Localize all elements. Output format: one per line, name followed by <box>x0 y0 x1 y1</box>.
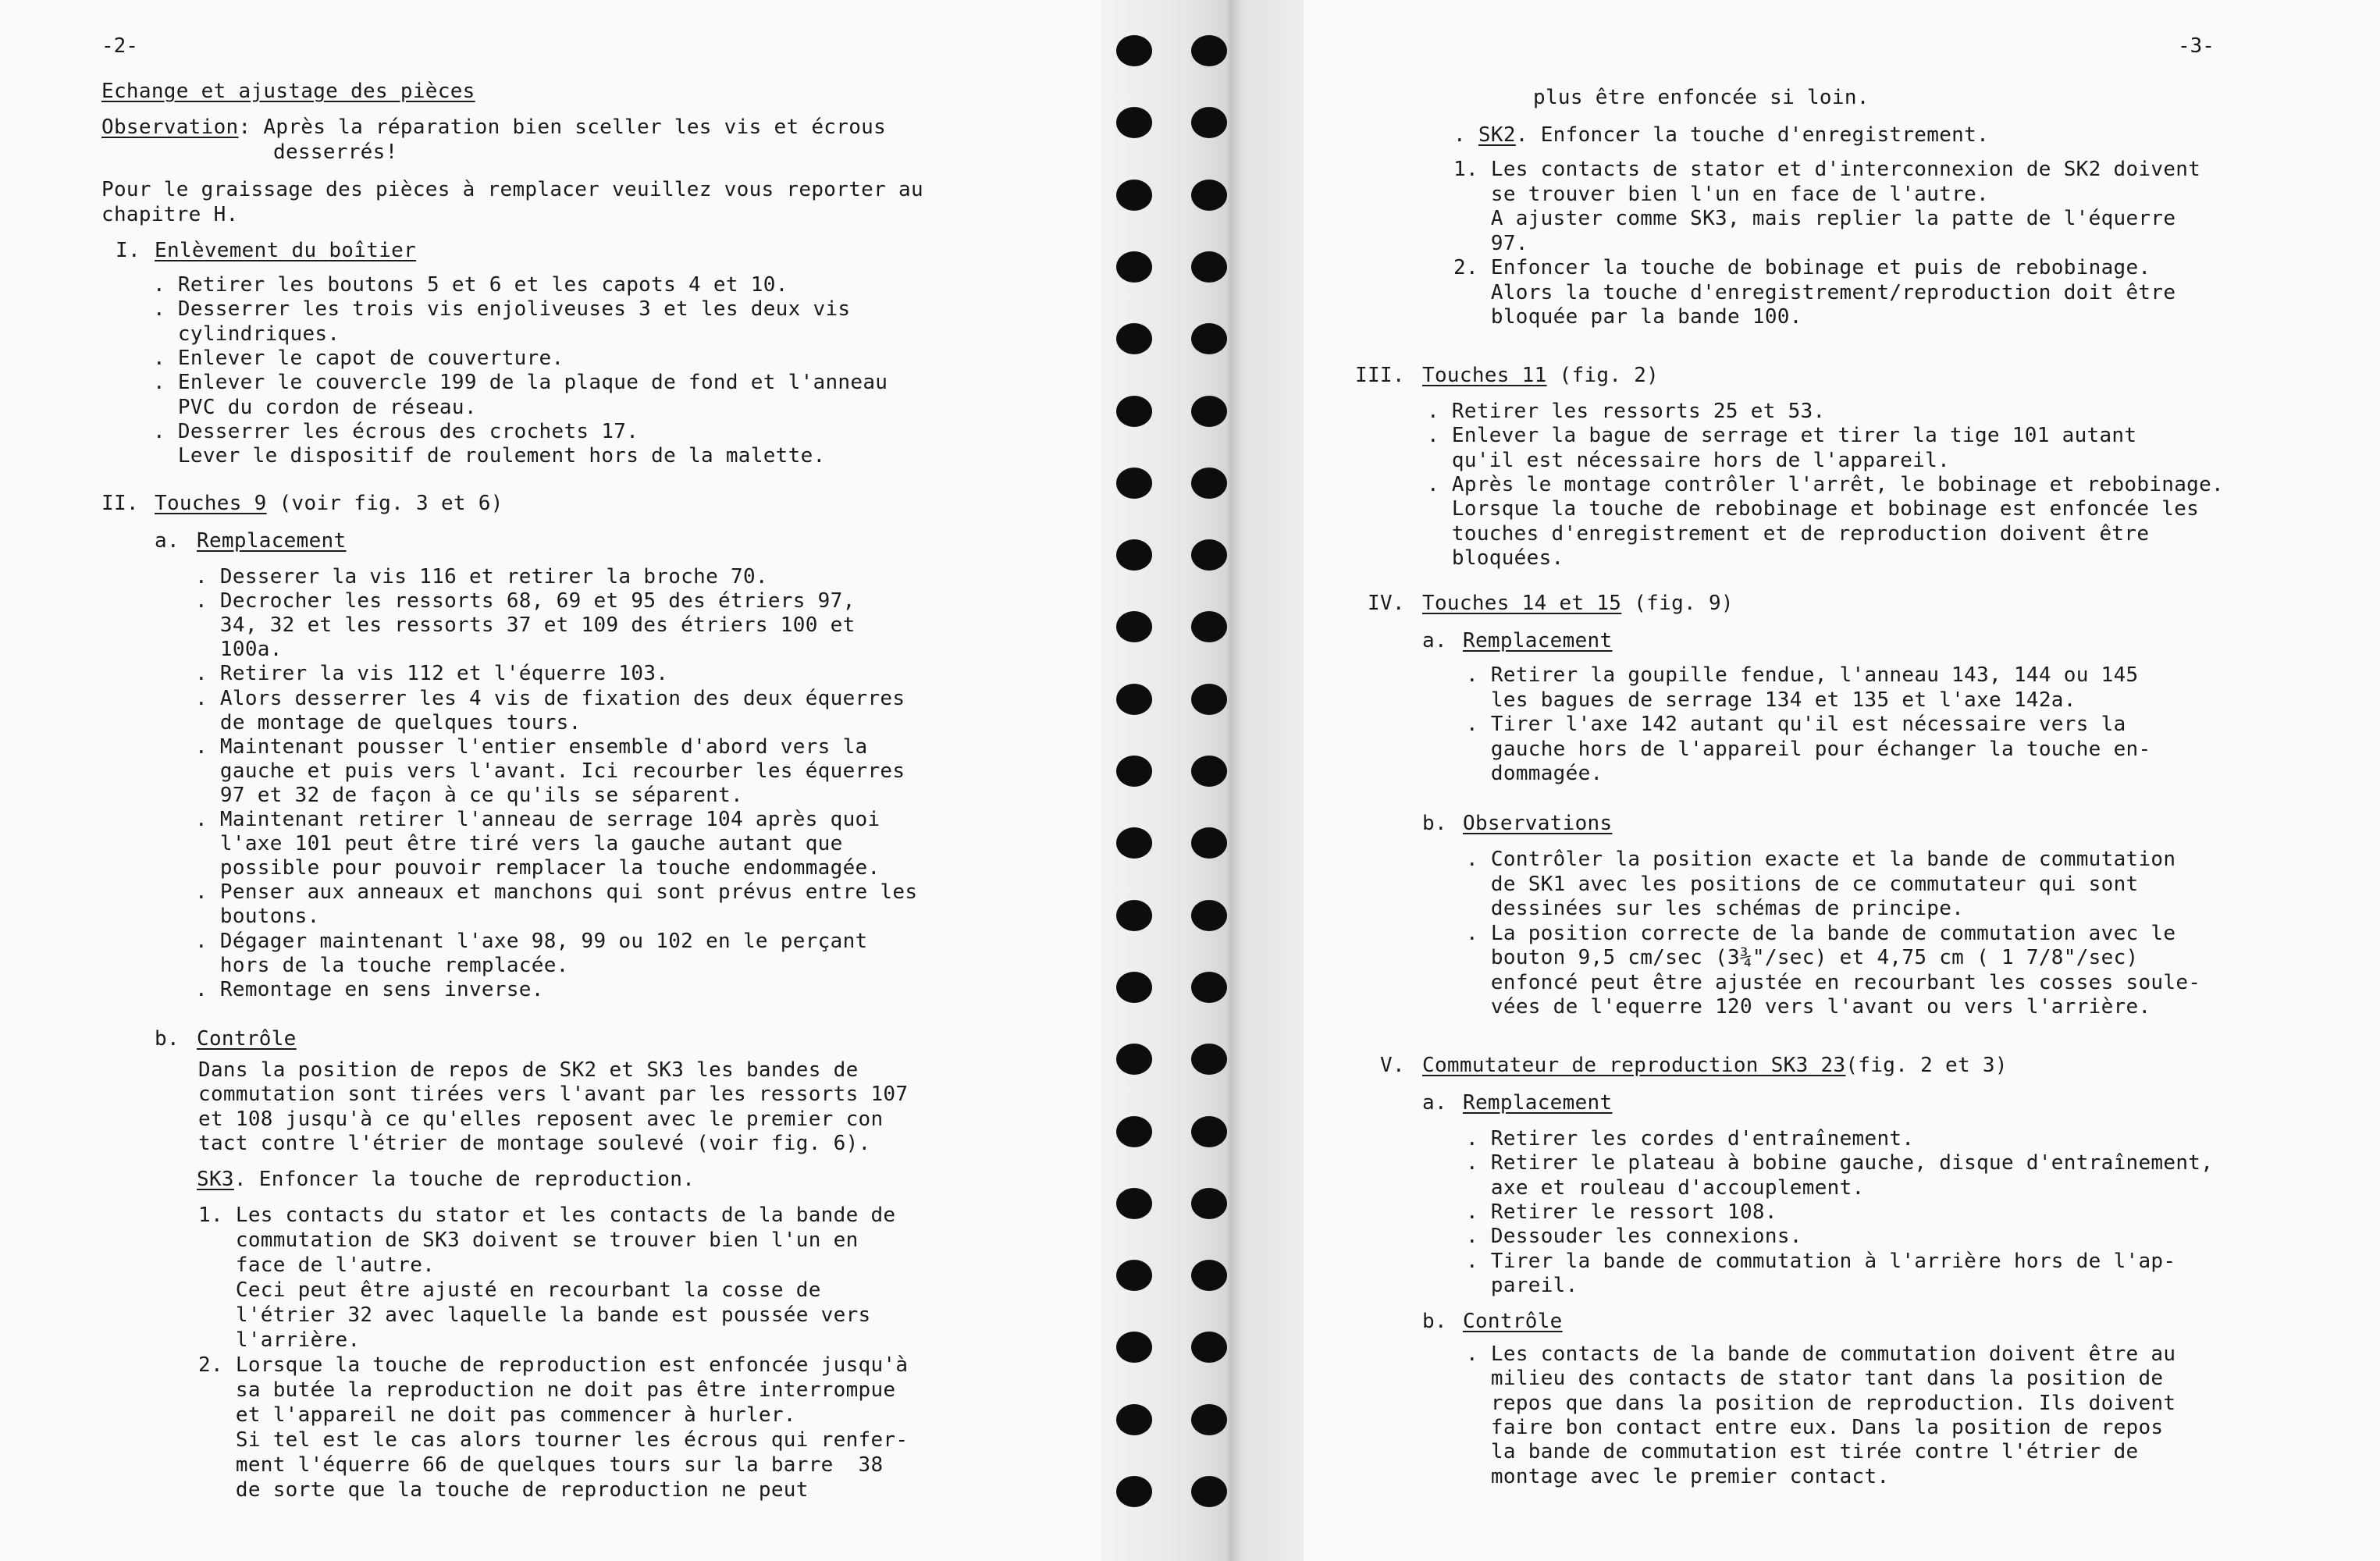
section-4-heading <box>1422 592 1734 615</box>
text-line: 100a. <box>195 638 283 662</box>
text-line: se trouver bien l'un en face de l'autre. <box>1453 182 1989 206</box>
text-line: et 108 jusqu'à ce qu'elles reposent avec le premier con <box>198 1107 884 1131</box>
section-4b-title: Observations <box>1463 812 1613 835</box>
observation-label: Observation <box>101 116 239 139</box>
binding-hole <box>1191 684 1227 715</box>
binding-hole <box>1191 1044 1227 1075</box>
text-line: de montage de quelques tours. <box>195 710 582 734</box>
binding-hole <box>1191 323 1227 354</box>
binding-hole <box>1116 900 1152 931</box>
text-line: . Desserer la vis 116 et retirer la broche 70. <box>195 565 768 588</box>
page-title: Echange et ajustage des pièces <box>101 80 475 103</box>
section-2b-title: Contrôle <box>197 1027 297 1051</box>
sk3-heading <box>197 1168 695 1191</box>
text-line: . Penser aux anneaux et manchons qui sont prévus entre les <box>195 880 918 905</box>
text-line: . Dessouder les connexions. <box>1466 1225 1802 1249</box>
binding-hole <box>1191 1260 1227 1291</box>
text-line: milieu des contacts de stator tant dans la position de <box>1466 1367 2164 1391</box>
text-line: pareil. <box>1466 1273 1578 1297</box>
section-5a-title: Remplacement <box>1463 1091 1613 1115</box>
binding-hole <box>1116 684 1152 715</box>
section-3-heading <box>1422 364 1659 387</box>
text-line: de sorte que la touche de reproduction ne peut <box>198 1478 809 1502</box>
section-3-number: III. <box>1355 364 1405 387</box>
observation-text-2: desserrés! <box>273 140 398 164</box>
section-2b-letter: b. <box>155 1027 180 1051</box>
text-line: 2. Lorsque la touche de reproduction est enfoncée jusqu'à <box>198 1353 909 1377</box>
sk2-prefix: . <box>1453 123 1478 147</box>
text-line: gauche hors de l'appareil pour échanger la touche en- <box>1466 737 2151 761</box>
observation-text: : Après la réparation bien sceller les vis et écrous <box>238 116 887 139</box>
sk2-label: SK2 <box>1478 123 1516 147</box>
section-3-title: Touches 11 <box>1422 364 1547 387</box>
binding-hole <box>1191 972 1227 1003</box>
text-line: l'étrier 32 avec laquelle la bande est poussée vers <box>198 1303 871 1327</box>
text-line: . Desserrer les écrous des crochets 17. <box>153 419 639 443</box>
sk3-text: . Enfoncer la touche de reproduction. <box>233 1168 696 1191</box>
text-line: 34, 32 et les ressorts 37 et 109 des étriers 100 et <box>195 613 856 638</box>
text-line: . Contrôler la position exacte et la bande de commutation <box>1466 848 2176 871</box>
text-line: bouton 9,5 cm/sec (3¾"/sec) et 4,75 cm ( 1 7/8"/sec) <box>1466 946 2139 969</box>
binding-hole <box>1116 611 1152 642</box>
text-line: montage avec le premier contact. <box>1466 1464 1890 1488</box>
binding-hole <box>1116 972 1152 1003</box>
section-2-title: Touches 9 <box>155 492 267 515</box>
text-line: sa butée la reproduction ne doit pas être interrompue <box>198 1378 896 1402</box>
section-4b-letter: b. <box>1422 812 1447 835</box>
binding-hole <box>1191 1116 1227 1147</box>
text-line: qu'il est nécessaire hors de l'appareil. <box>1427 448 1951 472</box>
text-line: Si tel est le cas alors tourner les écrous qui renfer- <box>198 1428 909 1452</box>
section-2-number: II. <box>101 492 139 515</box>
intro-line-1: Pour le graissage des pièces à remplacer veuillez vous reporter au <box>101 178 923 201</box>
binding-hole <box>1116 35 1152 66</box>
section-5-heading <box>1422 1054 2008 1077</box>
binding-hole <box>1116 323 1152 354</box>
text-line: tact contre l'étrier de montage soulevé (voir fig. 6). <box>198 1131 871 1155</box>
binding-hole <box>1191 1188 1227 1219</box>
text-line: 97. <box>1453 231 1528 255</box>
section-5b-letter: b. <box>1422 1310 1447 1333</box>
section-2-heading <box>155 492 503 515</box>
text-line: . La position correcte de la bande de commutation avec le <box>1466 921 2176 945</box>
intro-line-2: chapitre H. <box>101 203 239 226</box>
binding-hole <box>1116 1404 1152 1435</box>
text-line: Lorsque la touche de rebobinage et bobinage est enfoncée les <box>1427 497 2200 521</box>
text-line: . Alors desserrer les 4 vis de fixation des deux équerres <box>195 686 905 710</box>
continuation-line: plus être enfoncée si loin. <box>1533 86 1869 109</box>
text-line: . Enlever le couvercle 199 de la plaque de fond et l'anneau <box>153 371 888 395</box>
sk3-label: SK3 <box>197 1168 234 1191</box>
text-line: commutation de SK3 doivent se trouver bien l'un en <box>198 1229 859 1252</box>
text-line: . Retirer les cordes d'entraînement. <box>1466 1127 1915 1150</box>
text-line: . Maintenant pousser l'entier ensemble d'abord vers la <box>195 734 868 759</box>
text-line: l'axe 101 peut être tiré vers la gauche autant que <box>195 832 843 856</box>
text-line: et l'appareil ne doit pas commencer à hurler. <box>198 1403 796 1427</box>
text-line: la bande de commutation est tirée contre l'étrier de <box>1466 1440 2139 1464</box>
binding-hole <box>1116 1476 1152 1507</box>
binding-hole <box>1191 107 1227 138</box>
section-4a-letter: a. <box>1422 629 1447 652</box>
text-line: . Maintenant retirer l'anneau de serrage 104 après quoi <box>195 808 880 831</box>
text-line: repos que dans la position de reproduction. Ils doivent <box>1466 1391 2176 1415</box>
text-line: Alors la touche d'enregistrement/reproduction doit être <box>1453 280 2176 304</box>
binding-hole <box>1116 756 1152 787</box>
section-2-title-extra: (voir fig. 3 et 6) <box>266 492 503 515</box>
text-line: vées de l'equerre 120 vers l'avant ou vers l'arrière. <box>1466 995 2151 1019</box>
text-line: . Enlever la bague de serrage et tirer la tige 101 autant <box>1427 424 2137 448</box>
text-line: . Retirer les boutons 5 et 6 et les capots 4 et 10. <box>153 273 788 297</box>
section-1-title: Enlèvement du boîtier <box>155 239 417 262</box>
text-line: l'arrière. <box>198 1328 361 1352</box>
binding-hole <box>1191 611 1227 642</box>
text-line: 97 et 32 de façon à ce qu'ils se séparent. <box>195 783 743 807</box>
section-5-title: Commutateur de reproduction SK3 23 <box>1422 1054 1846 1077</box>
text-line: dommagée. <box>1466 762 1603 785</box>
observation <box>101 116 886 139</box>
text-line: . Decrocher les ressorts 68, 69 et 95 des étriers 97, <box>195 589 856 613</box>
binding-hole <box>1191 900 1227 931</box>
text-line: Dans la position de repos de SK2 et SK3 les bandes de <box>198 1058 859 1082</box>
section-5a-letter: a. <box>1422 1091 1447 1115</box>
text-line: cylindriques. <box>153 322 340 346</box>
binding-hole <box>1116 468 1152 499</box>
section-5-title-extra: (fig. 2 et 3) <box>1845 1054 2008 1077</box>
text-line: . Après le montage contrôler l'arrêt, le bobinage et rebobinage. <box>1427 472 2225 496</box>
binding-hole <box>1191 756 1227 787</box>
text-line: gauche et puis vers l'avant. Ici recourber les équerres <box>195 759 905 783</box>
text-line: . Tirer la bande de commutation à l'arrière hors de l'ap- <box>1466 1249 2176 1273</box>
text-line: . Remontage en sens inverse. <box>195 977 544 1001</box>
binding-hole <box>1191 1332 1227 1363</box>
text-line: touches d'enregistrement et de reproduction doivent être <box>1427 521 2150 546</box>
text-line: de SK1 avec les positions de ce commutateur qui sont <box>1466 872 2139 896</box>
text-line: . Retirer les ressorts 25 et 53. <box>1427 400 1826 423</box>
text-line: Lever le dispositif de roulement hors de la malette. <box>153 444 826 468</box>
binding-hole <box>1191 1476 1227 1507</box>
binding-hole <box>1191 468 1227 499</box>
section-1-number: I. <box>116 239 141 262</box>
text-line: les bagues de serrage 134 et 135 et l'axe 142a. <box>1466 688 2076 712</box>
page-number-left: -2- <box>101 34 138 58</box>
text-line: bloquée par la bande 100. <box>1453 305 1802 329</box>
text-line: 1. Les contacts de stator et d'interconnexion de SK2 doivent <box>1453 158 2201 181</box>
text-line: 1. Les contacts du stator et les contacts de la bande de <box>198 1204 896 1227</box>
text-line: axe et rouleau d'accouplement. <box>1466 1175 1865 1200</box>
text-line: Ceci peut être ajusté en recourbant la cosse de <box>198 1278 821 1302</box>
text-line: 2. Enfoncer la touche de bobinage et puis de rebobinage. <box>1453 256 2151 279</box>
text-line: enfoncé peut être ajustée en recourbant les cosses soule- <box>1466 970 2201 994</box>
text-line: hors de la touche remplacée. <box>195 953 569 977</box>
text-line: A ajuster comme SK3, mais replier la patte de l'équerre <box>1453 207 2176 230</box>
text-line: . Retirer le plateau à bobine gauche, disque d'entraînement, <box>1466 1151 2214 1175</box>
text-line: faire bon contact entre eux. Dans la position de repos <box>1466 1415 2164 1439</box>
section-3-title-extra: (fig. 2) <box>1546 364 1660 387</box>
text-line: . Dégager maintenant l'axe 98, 99 ou 102 en le perçant <box>195 929 868 953</box>
text-line: commutation sont tirées vers l'avant par les ressorts 107 <box>198 1083 909 1107</box>
binding-hole <box>1116 251 1152 283</box>
section-4a-title: Remplacement <box>1463 629 1613 652</box>
binding-hole <box>1116 396 1152 427</box>
text-line: dessinées sur les schémas de principe. <box>1466 897 1965 920</box>
text-line: possible pour pouvoir remplacer la touche endommagée. <box>195 856 880 880</box>
text-line: face de l'autre. <box>198 1253 436 1277</box>
sk2-heading <box>1453 123 1989 147</box>
text-line: . Retirer la goupille fendue, l'anneau 143, 144 ou 145 <box>1466 663 2139 687</box>
binding-hole <box>1191 827 1227 859</box>
binding-hole <box>1116 1260 1152 1291</box>
binding-hole <box>1191 396 1227 427</box>
binding-hole <box>1116 107 1152 138</box>
binding-hole <box>1116 1116 1152 1147</box>
section-4-title: Touches 14 et 15 <box>1422 592 1622 615</box>
text-line: . Les contacts de la bande de commutation doivent être au <box>1466 1342 2176 1366</box>
text-line: . Retirer la vis 112 et l'équerre 103. <box>195 662 669 686</box>
binding-hole <box>1116 827 1152 859</box>
binding-hole <box>1116 1332 1152 1363</box>
section-5-number: V. <box>1380 1054 1405 1077</box>
binding-hole <box>1191 251 1227 283</box>
text-line: PVC du cordon de réseau. <box>153 395 477 419</box>
binding-hole <box>1116 180 1152 211</box>
binding-hole <box>1116 1188 1152 1219</box>
binding-hole <box>1191 180 1227 211</box>
binding-hole <box>1191 1404 1227 1435</box>
page-number-right: -3- <box>2178 34 2215 58</box>
text-line: boutons. <box>195 905 320 929</box>
text-line: . Retirer le ressort 108. <box>1466 1200 1777 1224</box>
section-4-title-extra: (fig. 9) <box>1621 592 1734 615</box>
binding-hole <box>1116 1044 1152 1075</box>
section-2a-letter: a. <box>155 529 180 553</box>
sk2-text: . Enfoncer la touche d'enregistrement. <box>1515 123 1990 147</box>
text-line: . Desserrer les trois vis enjoliveuses 3 et les deux vis <box>153 297 851 322</box>
binding-hole <box>1191 539 1227 571</box>
text-line: ment l'équerre 66 de quelques tours sur la barre 38 <box>198 1453 884 1477</box>
section-2a-title: Remplacement <box>197 529 347 553</box>
section-4-number: IV. <box>1368 592 1405 615</box>
binding-holes <box>1116 35 1233 1541</box>
section-5b-title: Contrôle <box>1463 1310 1563 1333</box>
text-line: . Tirer l'axe 142 autant qu'il est nécessaire vers la <box>1466 713 2126 736</box>
binding-hole <box>1191 35 1227 66</box>
text-line: bloquées. <box>1427 546 1564 570</box>
binding-hole <box>1116 539 1152 571</box>
text-line: . Enlever le capot de couverture. <box>153 346 564 370</box>
